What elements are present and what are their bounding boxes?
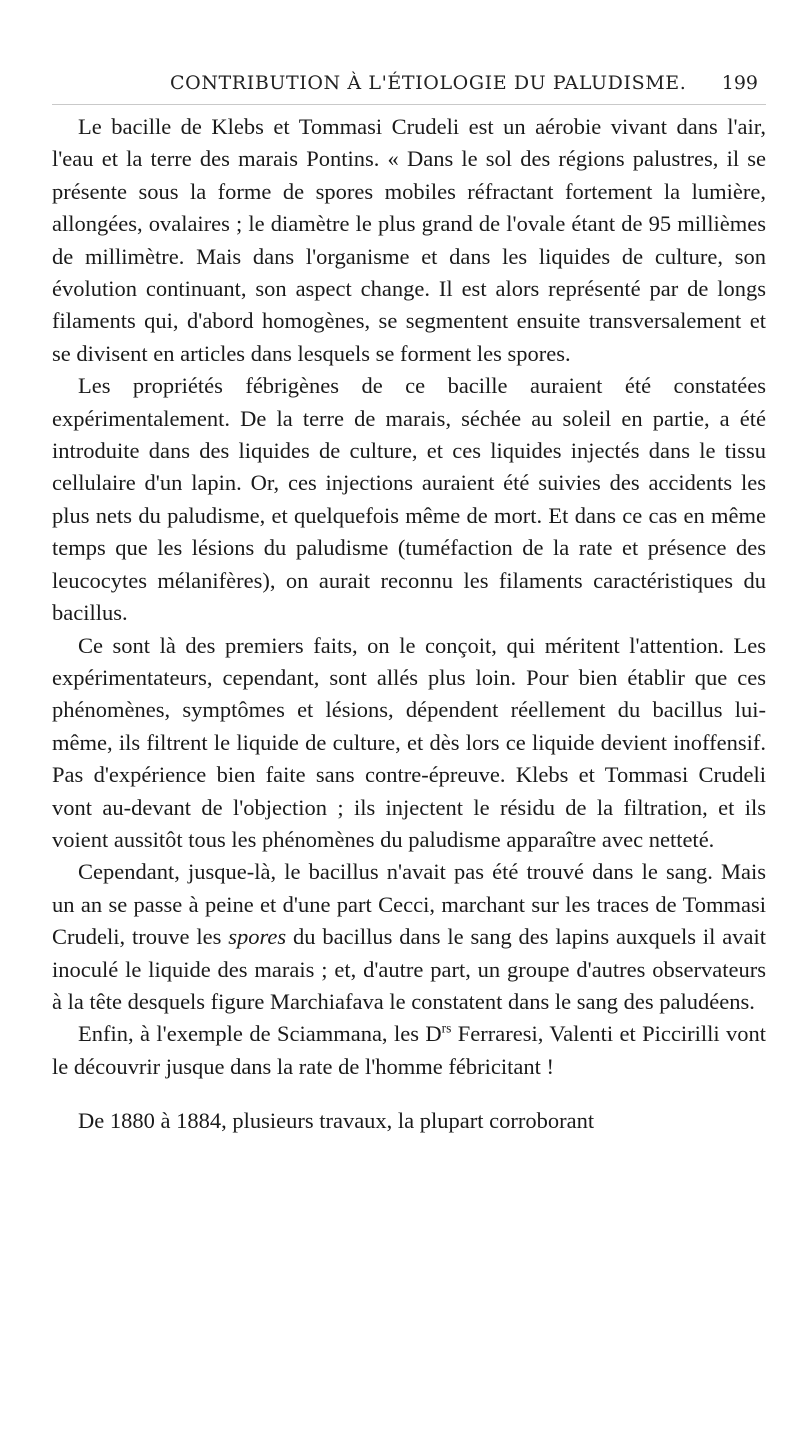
- paragraph-4-part-1: Cependant, jusque-là, le bacillus n'avait pas été trouvé dans le sang. Mais un an se passe à peine et d'une part Cecci, marchant sur les traces de Tommasi Crudeli, trouve les: [52, 859, 766, 950]
- paragraph-5-superscript: rs: [441, 1020, 452, 1036]
- paragraph-4-italic-spores: spores: [228, 924, 287, 950]
- running-title: CONTRIBUTION À L'ÉTIOLOGIE DU PALUDISME.: [170, 72, 687, 94]
- page-number: 199: [721, 72, 758, 94]
- body-text: [52, 111, 766, 1138]
- paragraph-5-part-1: Enfin, à l'exemple de Sciammana, les D: [78, 1021, 442, 1047]
- paragraph-3: Ce sont là des premiers faits, on le conçoit, qui méritent l'attention. Les expérimentateurs, cependant, sont allés plus loin. Pour bien établir que ces phénomènes, symptômes et lésions, dépendent réellement du bacillus lui-même, ils filtrent le liquide de culture, et dès lors ce liquide devient inoffensif. Pas d'expérience bien faite sans contre-épreuve. Klebs et Tommasi Crudeli vont au-devant de l'objection ; ils injectent le résidu de la filtration, et ils voient aussitôt tous les phénomènes du paludisme apparaître avec netteté.: [52, 632, 766, 852]
- paragraph-5: [52, 1018, 766, 1083]
- running-header: [52, 60, 766, 105]
- paragraph-5-part-2: Ferraresi, Valenti et Piccirilli vont le découvrir jusque dans la rate de l'homme fébricitant !: [52, 1021, 767, 1079]
- book-page: [52, 60, 766, 1400]
- paragraph-6: De 1880 à 1884, plusieurs travaux, la plupart corroborant: [78, 1108, 595, 1134]
- paragraph-4: [52, 856, 766, 1018]
- paragraph-2: Les propriétés fébrigènes de ce bacille auraient été constatées expérimentalement. De la terre de marais, séchée au soleil en partie, a été introduite dans des liquides de culture, et ces liquides injectés dans le tissu cellulaire d'un lapin. Or, ces injections auraient été suivies des accidents les plus nets du paludisme, et quelquefois même de mort. Et dans ce cas en même temps que les lésions du paludisme (tuméfaction de la rate et présence des leucocytes mélanifères), on aurait reconnu les filaments caractéristiques du bacillus.: [52, 373, 766, 626]
- paragraph-4-part-2: du bacillus dans le sang des lapins auxquels il avait inoculé le liquide des marais ; et, d'autre part, un groupe d'autres observateurs à la tête desquels figure Marchiafava le constatent dans le sang des paludéens.: [52, 924, 766, 1014]
- paragraph-1: Le bacille de Klebs et Tommasi Crudeli est un aérobie vivant dans l'air, l'eau et la terre des marais Pontins. « Dans le sol des régions palustres, il se présente sous la forme de spores mobiles réfractant fortement la lumière, allongées, ovalaires ; le diamètre le plus grand de l'ovale étant de 95 millièmes de millimètre. Mais dans l'organisme et dans les liquides de culture, son évolution continuant, son aspect change. Il est alors représenté par de longs filaments qui, d'abord homogènes, se segmentent ensuite transversalement et se divisent en articles dans lesquels se forment les spores.: [52, 114, 766, 366]
